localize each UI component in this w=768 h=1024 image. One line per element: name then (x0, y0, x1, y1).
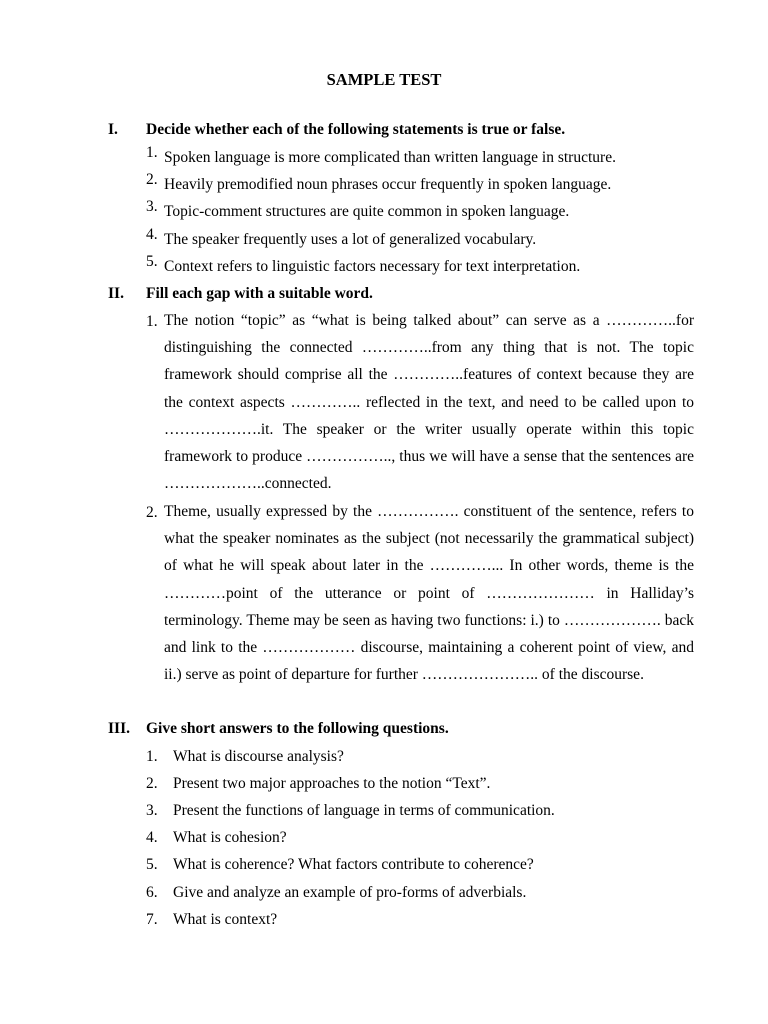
statement-item (146, 171, 694, 198)
item-number: 2. (146, 775, 158, 792)
question-item (146, 911, 277, 929)
item-number: 4. (146, 829, 158, 846)
section-instruction: Decide whether each of the following statements is true or false. (146, 121, 566, 138)
item-number: 3. (146, 802, 158, 819)
item-number: 2. (146, 504, 158, 521)
question-item (146, 775, 490, 793)
item-text: Give and analyze an example of pro-forms of adverbials. (173, 884, 527, 901)
question-item (146, 884, 526, 902)
question-item (146, 748, 344, 766)
question-item (146, 829, 287, 847)
question-item (146, 802, 555, 820)
item-text: Heavily premodified noun phrases occur frequently in spoken language. (164, 176, 612, 193)
statement-item (146, 198, 694, 225)
item-number: 2. (146, 171, 158, 188)
item-number: 1. (146, 313, 158, 330)
section-number: II. (108, 285, 124, 302)
item-text: What is context? (173, 911, 278, 928)
item-text: What is discourse analysis? (173, 748, 344, 765)
section-instruction: Give short answers to the following questions. (146, 720, 449, 737)
item-number: 6. (146, 884, 158, 901)
statement-item (146, 226, 694, 253)
item-number: 1. (146, 748, 158, 765)
item-text: The speaker frequently uses a lot of generalized vocabulary. (164, 231, 537, 248)
item-text: Theme, usually expressed by the ……………. constituent of the sentence, refers to what the speaker nominates as the subject (not necessarily the grammatical subject) of what he will speak about later in the …………... In other words, theme is the …………point of the utterance or point of ………………… in Halliday’s terminology. Theme may be seen as having two functions: i.) to ………………. back and link to the ……………… discourse, maintaining a coherent point of view, and ii.) serve as point of departure for further ………………….. of the discourse. (164, 503, 694, 684)
section-heading-1 (108, 121, 565, 139)
section-heading-3 (108, 720, 449, 738)
statement-item (146, 144, 694, 171)
section-number: I. (108, 121, 118, 138)
item-text: Spoken language is more complicated than written language in structure. (164, 149, 616, 166)
statement-item (146, 253, 694, 280)
item-number: 4. (146, 226, 158, 243)
item-text: Present two major approaches to the notion “Text”. (173, 775, 491, 792)
item-number: 1. (146, 144, 158, 161)
gap-fill-paragraph (146, 307, 694, 497)
item-number: 3. (146, 198, 158, 215)
item-number: 7. (146, 911, 158, 928)
item-number: 5. (146, 253, 158, 270)
page-title: SAMPLE TEST (326, 70, 442, 89)
item-text: Present the functions of language in terms of communication. (173, 802, 555, 819)
section-instruction: Fill each gap with a suitable word. (146, 285, 373, 302)
item-text: What is cohesion? (173, 829, 287, 846)
item-text: What is coherence? What factors contribute to coherence? (173, 856, 534, 873)
item-text: The notion “topic” as “what is being talked about” can serve as a …………..for distinguishing the connected …………..from any thing that is not. The topic framework should comprise all the …………..features of context because they are the context aspects ………….. reflected in the text, and need to be called upon to ……………….it. The speaker or the writer usually operate within this topic framework to produce …………….., thus we will have a sense that the sentences are ………………..connected. (164, 312, 694, 493)
item-number: 5. (146, 856, 158, 873)
section-heading-2 (108, 285, 373, 303)
question-item (146, 856, 534, 874)
item-text: Topic-comment structures are quite common in spoken language. (164, 203, 570, 220)
gap-fill-paragraph (146, 498, 694, 688)
item-text: Context refers to linguistic factors necessary for text interpretation. (164, 258, 581, 275)
section-number: III. (108, 720, 130, 737)
